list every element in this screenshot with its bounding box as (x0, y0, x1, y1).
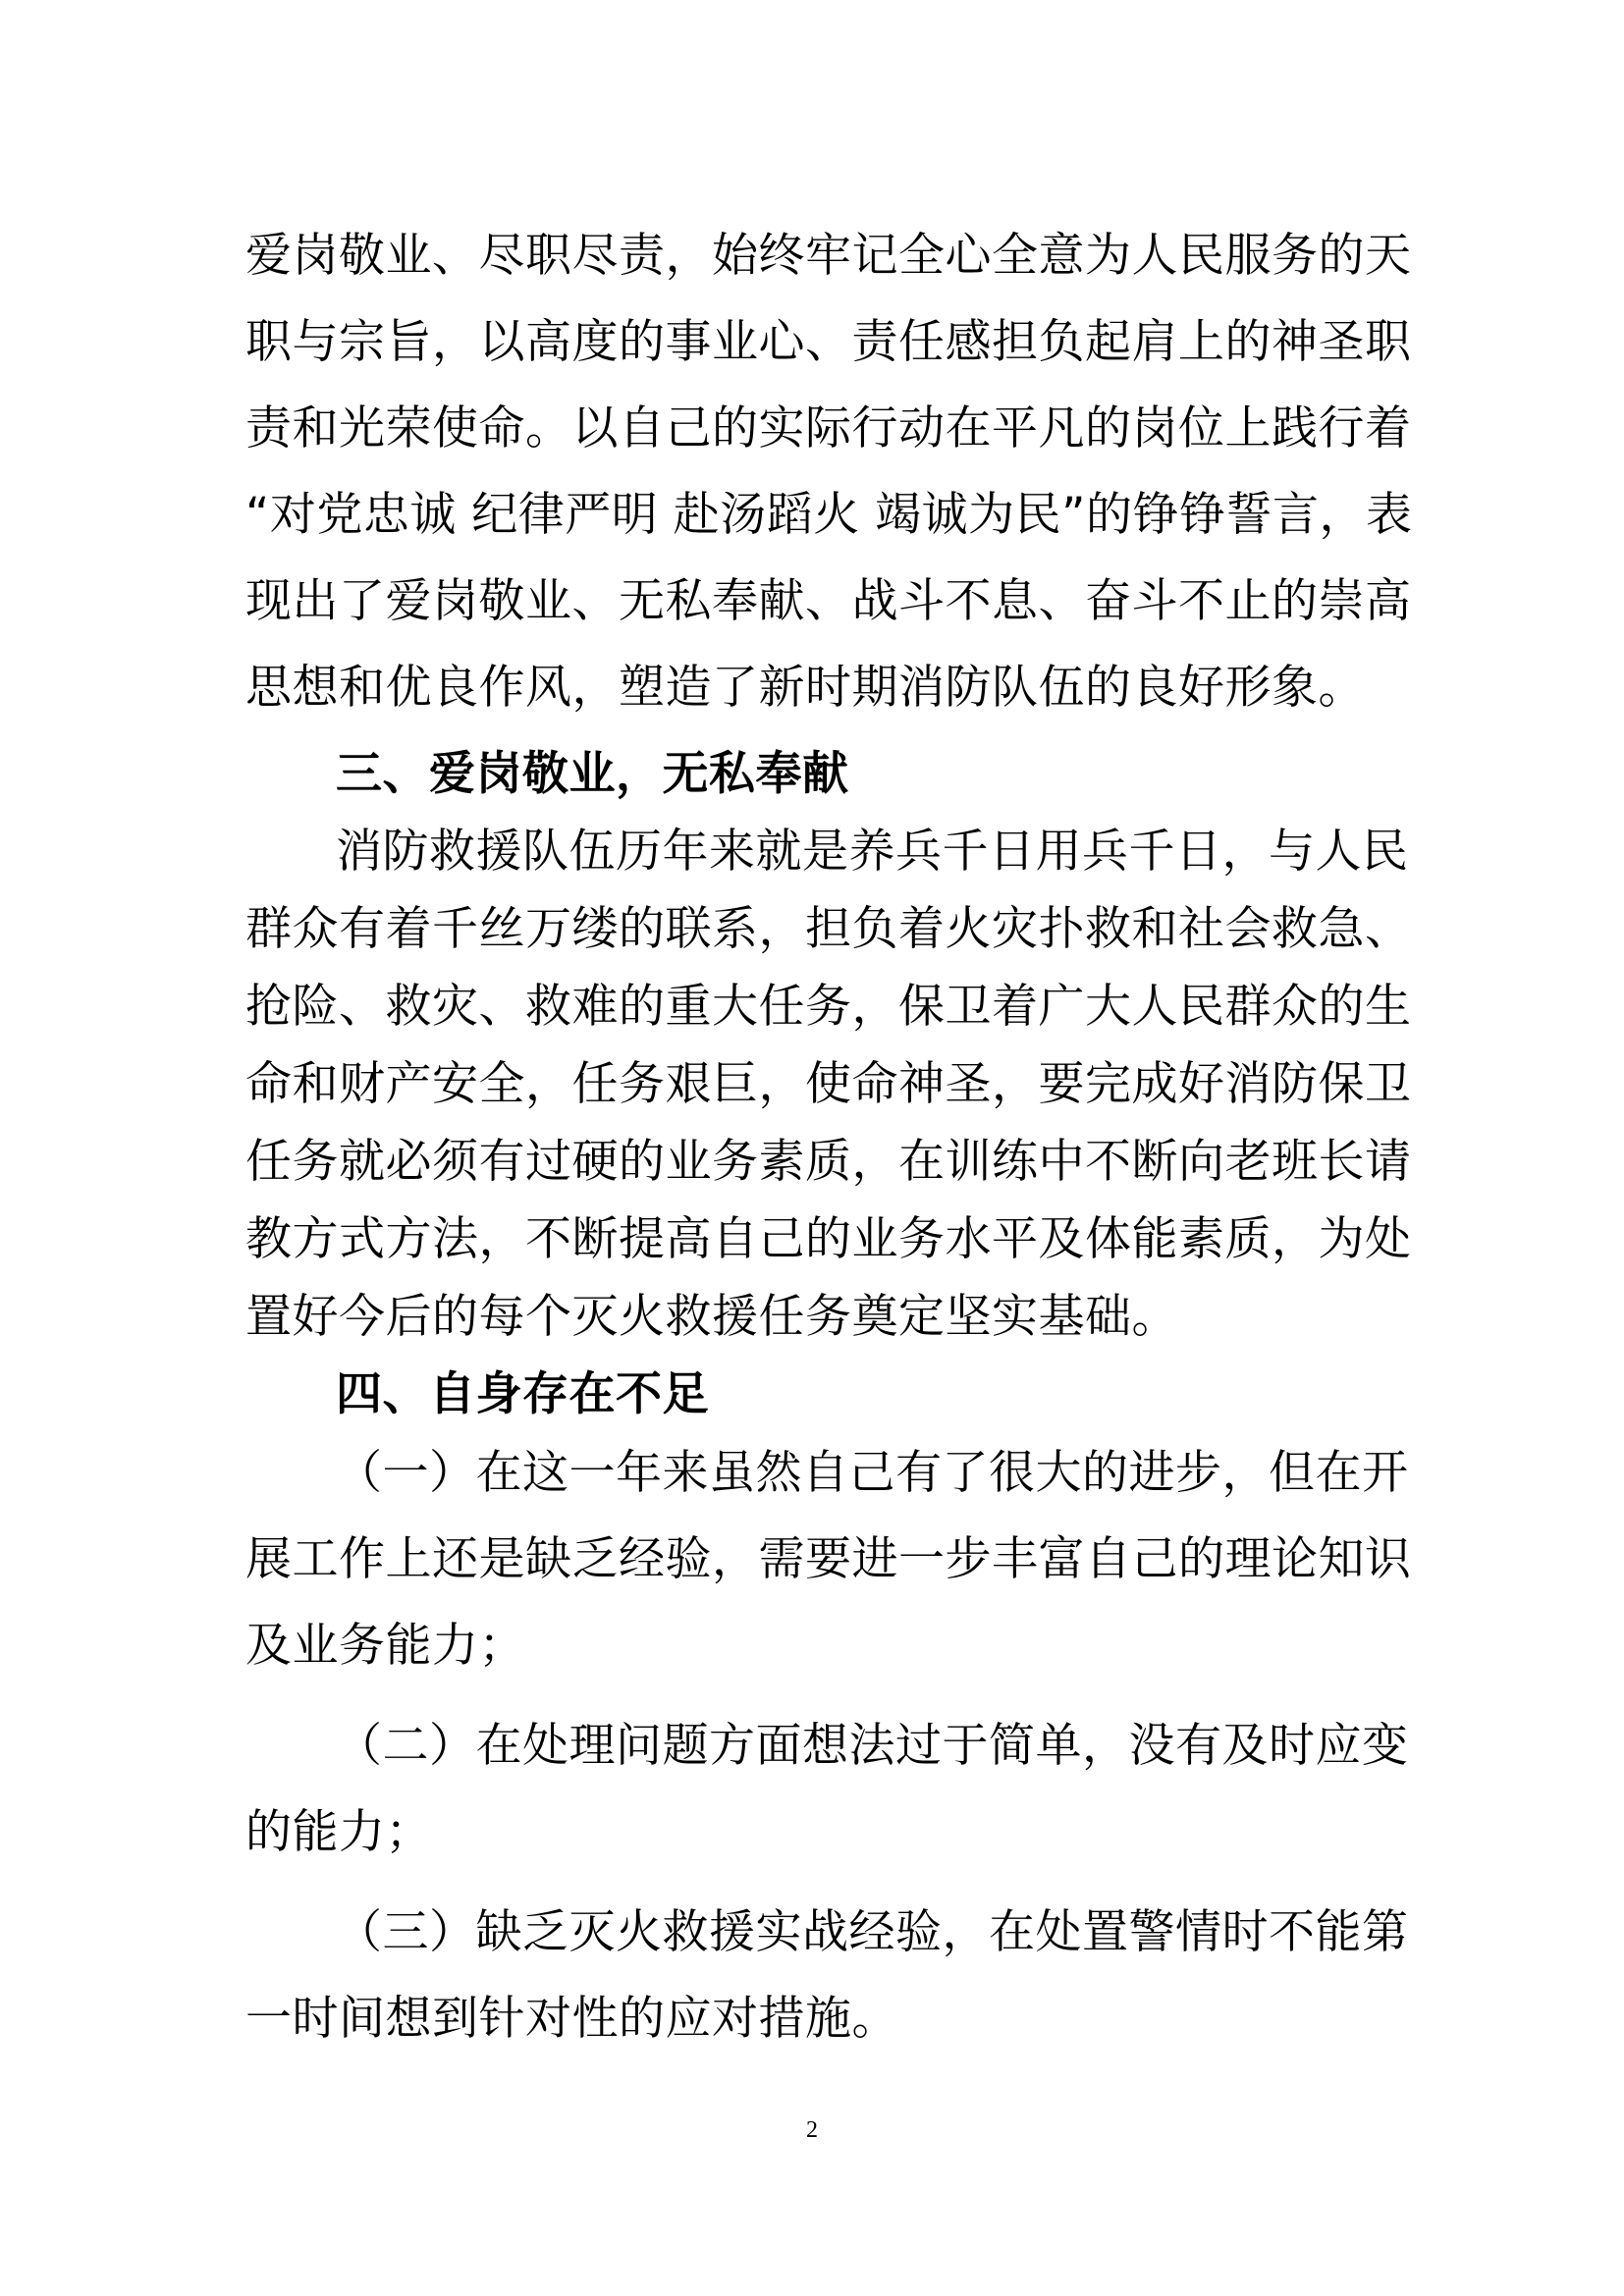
paragraph-line: 思想和优良作风，塑造了新时期消防队伍的良好形象。 (245, 661, 1365, 715)
section-heading-3: 三、爱岗敬业，无私奉献 (336, 747, 849, 801)
paragraph-line: 抢险、救灾、救难的重大任务，保卫着广大人民群众的生 (245, 980, 1412, 1034)
paragraph-line: 任务就必须有过硬的业务素质，在训练中不断向老班长请 (245, 1135, 1412, 1189)
paragraph-line: 消防救援队伍历年来就是养兵千日用兵千日，与人民 (336, 825, 1409, 879)
section-heading-4: 四、自身存在不足 (336, 1367, 709, 1421)
paragraph-line: 现出了爱岗敬业、无私奉献、战斗不息、奋斗不止的崇高 (245, 574, 1412, 628)
paragraph-line: 置好今后的每个灭火救援任务奠定坚实基础。 (245, 1290, 1178, 1344)
paragraph-line: 爱岗敬业、尽职尽责，始终牢记全心全意为人民服务的天 (245, 229, 1412, 283)
paragraph-line: 教方式方法，不断提高自己的业务水平及体能素质，为处 (245, 1212, 1412, 1266)
list-item-line: （一）在这一年来虽然自己有了很大的进步，但在开 (336, 1446, 1409, 1500)
list-item-line: （三）缺乏灭火救援实战经验，在处置警情时不能第 (336, 1905, 1409, 1959)
paragraph-line: 命和财产安全，任务艰巨，使命神圣，要完成好消防保卫 (245, 1057, 1412, 1111)
paragraph-line: “对党忠诚 纪律严明 赴汤蹈火 竭诚为民”的铮铮誓言，表 (245, 488, 1413, 542)
list-item-line: 展工作上还是缺乏经验，需要进一步丰富自己的理论知识 (245, 1532, 1412, 1586)
paragraph-line: 职与宗旨，以高度的事业心、责任感担负起肩上的神圣职 (245, 315, 1412, 369)
paragraph-line: 责和光荣使命。以自己的实际行动在平凡的岗位上践行着 (245, 401, 1412, 455)
list-item-line: 及业务能力； (245, 1619, 525, 1673)
list-item-line: 一时间想到针对性的应对措施。 (245, 1992, 898, 2046)
page-number: 2 (806, 2117, 818, 2143)
list-item-line: 的能力； (245, 1805, 432, 1859)
paragraph-line: 群众有着千丝万缕的联系，担负着火灾扑救和社会救急、 (245, 902, 1412, 956)
list-item-line: （二）在处理问题方面想法过于简单，没有及时应变 (336, 1719, 1409, 1773)
